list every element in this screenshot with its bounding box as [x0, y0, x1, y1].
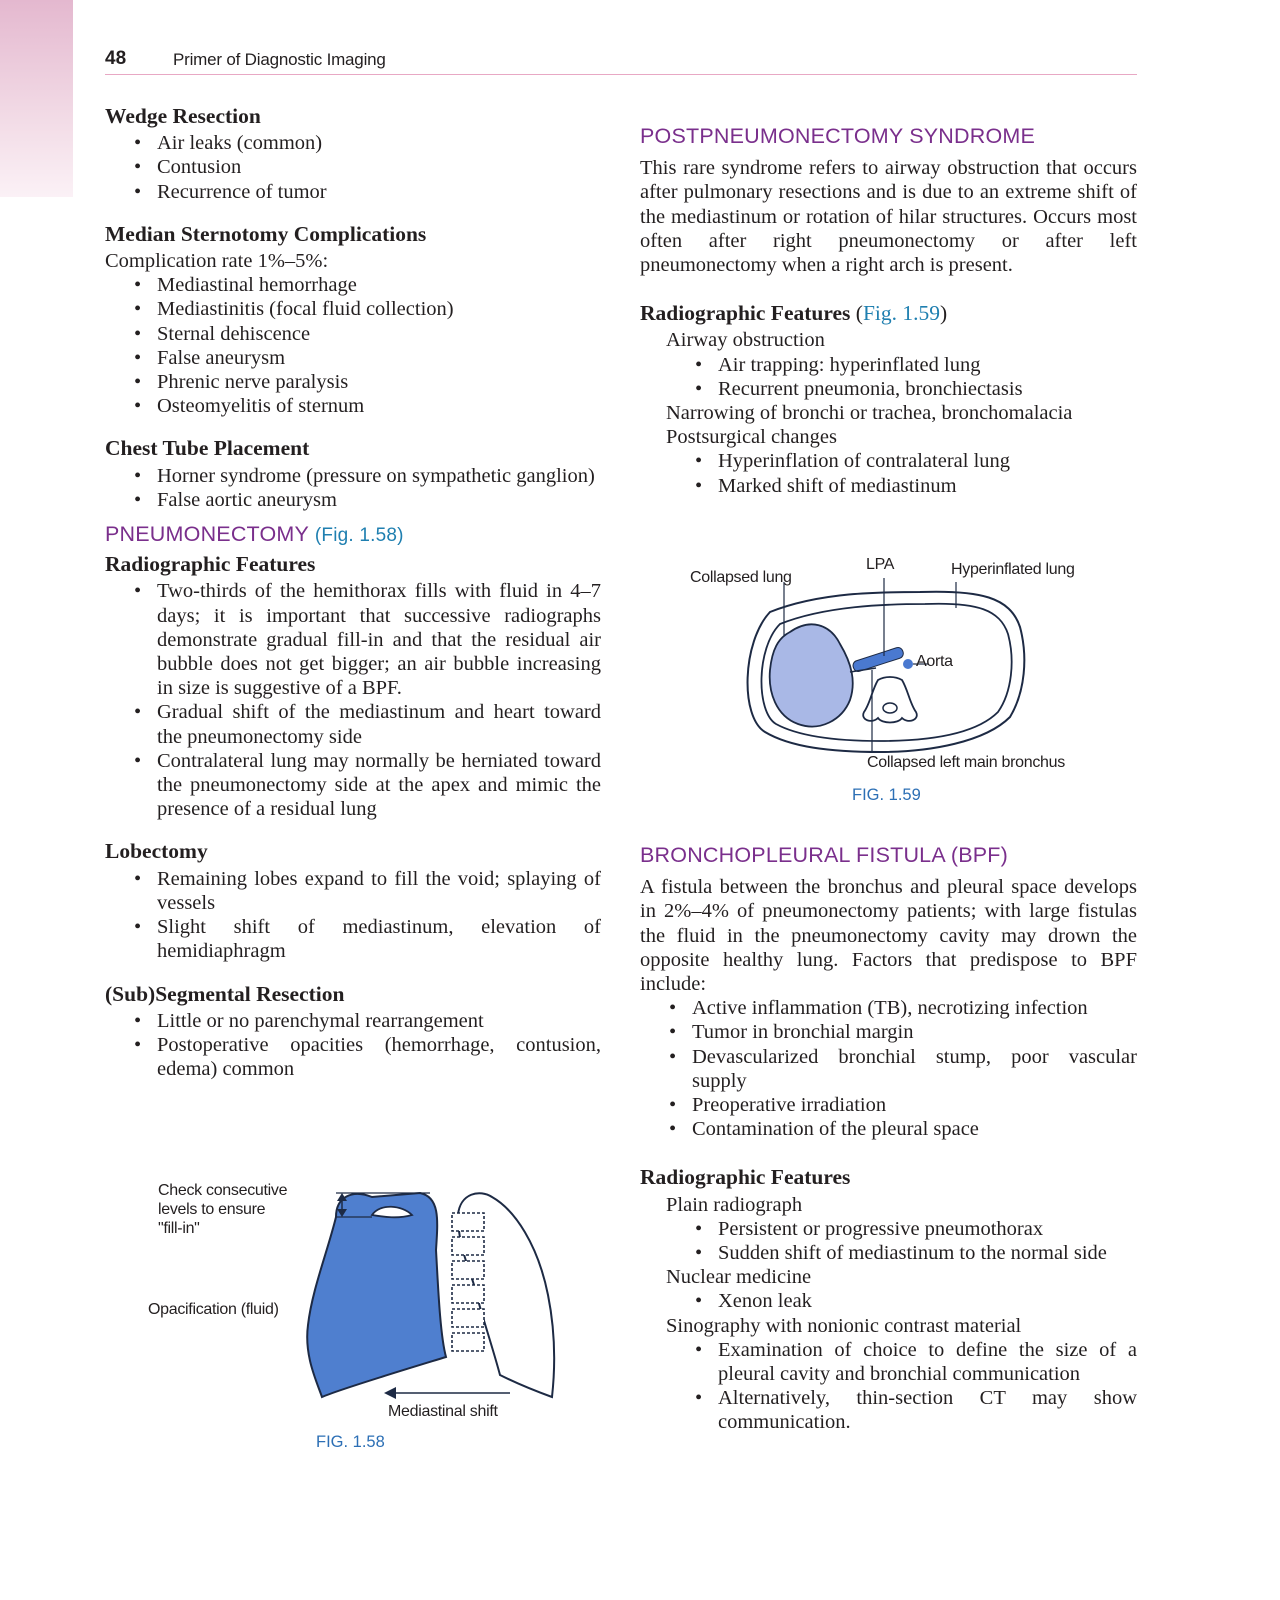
- hyperinflated-lung-label: Hyperinflated lung: [951, 561, 1075, 578]
- pps-rf-heading: Radiographic Features (Fig. 1.59): [640, 301, 948, 326]
- list-item: • Contusion: [105, 155, 601, 179]
- list-item: • Recurrent pneumonia, bronchiectasis: [666, 377, 1137, 401]
- chest-tube-list: [105, 464, 601, 512]
- postsurgical-label: Postsurgical changes: [666, 426, 837, 449]
- sinography-label: Sinography with nonionic contrast material: [666, 1314, 1022, 1337]
- list-item: • Two-thirds of the hemithorax fills with fluid in 4–7 days; it is important that successive radiographs demonstrate gradual fill-in and that the residual air bubble does not get bigger; an air bubble increasing in size is suggestive of a BPF.: [105, 579, 601, 700]
- pneumonectomy-title: PNEUMONECTOMY: [105, 522, 309, 547]
- fig-1-59-caption: FIG. 1.59: [852, 786, 921, 804]
- list-item: • Postoperative opacities (hemorrhage, contusion, edema) common: [105, 1033, 601, 1081]
- list-item: • Mediastinitis (focal fluid collection): [105, 297, 601, 321]
- list-item: • False aortic aneurysm: [105, 488, 601, 512]
- list-item: • Air trapping: hyperinflated lung: [666, 353, 1137, 377]
- opacified-hemithorax: [307, 1193, 446, 1397]
- lpa-label: LPA: [866, 556, 895, 573]
- right-column-top: [640, 124, 1137, 498]
- list-item: • Alternatively, thin-section CT may show communication.: [666, 1386, 1137, 1434]
- segmental-list: [105, 1009, 601, 1082]
- lobectomy-heading: Lobectomy: [105, 839, 208, 864]
- list-item: • Mediastinal hemorrhage: [105, 273, 601, 297]
- bpf-factors-list: [640, 996, 1137, 1141]
- list-item: • Examination of choice to define the size of a pleural cavity and bronchial communication: [666, 1338, 1137, 1386]
- list-item: • Contralateral lung may normally be herniated toward the pneumonectomy side at the apex and mimic the presence of a residual lung: [105, 749, 601, 822]
- pps-features: [640, 328, 1137, 497]
- list-item: • Preoperative irradiation: [640, 1093, 1137, 1117]
- list-item: • Recurrence of tumor: [105, 180, 601, 204]
- wedge-list: [105, 131, 601, 204]
- fig-1-58-caption: FIG. 1.58: [316, 1433, 385, 1451]
- list-item: • Sternal dehiscence: [105, 322, 601, 346]
- list-item: • Contamination of the pleural space: [640, 1117, 1137, 1141]
- plain-radiograph-label: Plain radiograph: [666, 1193, 803, 1216]
- right-column-bottom: [640, 843, 1137, 1435]
- list-item: • Sudden shift of mediastinum to the normal side: [666, 1241, 1137, 1265]
- aorta-dot: [903, 659, 913, 669]
- figure-1-59: [680, 552, 1100, 810]
- pneumonectomy-heading: [105, 522, 601, 548]
- list-item: • Marked shift of mediastinum: [666, 474, 1137, 498]
- list-item: • False aneurysm: [105, 346, 601, 370]
- chest-tube-heading: Chest Tube Placement: [105, 436, 310, 461]
- narrowing-label: Narrowing of bronchi or trachea, bronchomalacia: [666, 402, 1073, 425]
- book-title: Primer of Diagnostic Imaging: [173, 50, 386, 69]
- list-item: • Active inflammation (TB), necrotizing infection: [640, 996, 1137, 1020]
- list-item: • Little or no parenchymal rearrangement: [105, 1009, 601, 1033]
- figure-1-58: [140, 1175, 590, 1465]
- pps-heading: POSTPNEUMONECTOMY SYNDROME: [640, 124, 1036, 148]
- page-corner-tab: [0, 0, 73, 197]
- list-item: • Tumor in bronchial margin: [640, 1020, 1137, 1044]
- list-item: • Devascularized bronchial stump, poor vascular supply: [640, 1045, 1137, 1093]
- sternotomy-list: [105, 273, 601, 418]
- list-item: • Hyperinflation of contralateral lung: [666, 449, 1137, 473]
- bpf-rf-heading: Radiographic Features: [640, 1165, 851, 1190]
- lobectomy-list: [105, 867, 601, 964]
- mediastinal-shift-label: Mediastinal shift: [388, 1403, 498, 1420]
- list-item: • Air leaks (common): [105, 131, 601, 155]
- list-item: • Phrenic nerve paralysis: [105, 370, 601, 394]
- fig-158-ref[interactable]: (Fig. 1.58): [314, 525, 404, 547]
- bpf-paragraph: A fistula between the bronchus and pleural space develops in 2%–4% of pneumonectomy patients; with large fistulas the fluid in the pneumonectomy cavity may drown the opposite healthy lung. Factors that predispose to BPF include:: [640, 876, 1137, 996]
- list-item: • Slight shift of mediastinum, elevation of hemidiaphragm: [105, 915, 601, 963]
- collapsed-lung-label: Collapsed lung: [690, 569, 792, 586]
- list-item: • Horner syndrome (pressure on sympathetic ganglion): [105, 464, 601, 488]
- segmental-heading: (Sub)Segmental Resection: [105, 981, 345, 1006]
- nuclear-medicine-label: Nuclear medicine: [666, 1266, 812, 1289]
- bpf-features: [640, 1193, 1137, 1435]
- pps-paragraph: This rare syndrome refers to airway obstruction that occurs after pulmonary resections and is due to an extreme shift of the mediastinum or rotation of hilar structures. Occurs most often after right pneumonectomy or after left pneumonectomy when a right arch is present.: [640, 157, 1137, 277]
- left-column: [105, 104, 601, 1081]
- sternotomy-heading: Median Sternotomy Complications: [105, 221, 427, 246]
- pneumonectomy-list: [105, 579, 601, 821]
- opacification-label: Opacification (fluid): [148, 1301, 279, 1318]
- bpf-heading: BRONCHOPLEURAL FISTULA (BPF): [640, 843, 1008, 867]
- list-item: • Osteomyelitis of sternum: [105, 394, 601, 418]
- pneumonectomy-subheading: Radiographic Features: [105, 552, 316, 577]
- list-item: • Persistent or progressive pneumothorax: [666, 1217, 1137, 1241]
- check-levels-label: Check consecutive levels to ensure "fill-in": [158, 1182, 288, 1237]
- fig-159-ref[interactable]: Fig. 1.59: [862, 301, 941, 326]
- page-number: 48: [105, 48, 127, 69]
- list-item: • Remaining lobes expand to fill the void; splaying of vessels: [105, 867, 601, 915]
- sternotomy-intro: Complication rate 1%–5%:: [105, 250, 329, 273]
- airway-label: Airway obstruction: [666, 329, 825, 352]
- wedge-heading: Wedge Resection: [105, 104, 261, 128]
- collapsed-bronchus-label: Collapsed left main bronchus: [867, 754, 1065, 771]
- aorta-label: Aorta: [916, 653, 953, 670]
- page-header: [105, 46, 1137, 75]
- list-item: • Gradual shift of the mediastinum and heart toward the pneumonectomy side: [105, 700, 601, 748]
- list-item: • Xenon leak: [666, 1289, 1137, 1313]
